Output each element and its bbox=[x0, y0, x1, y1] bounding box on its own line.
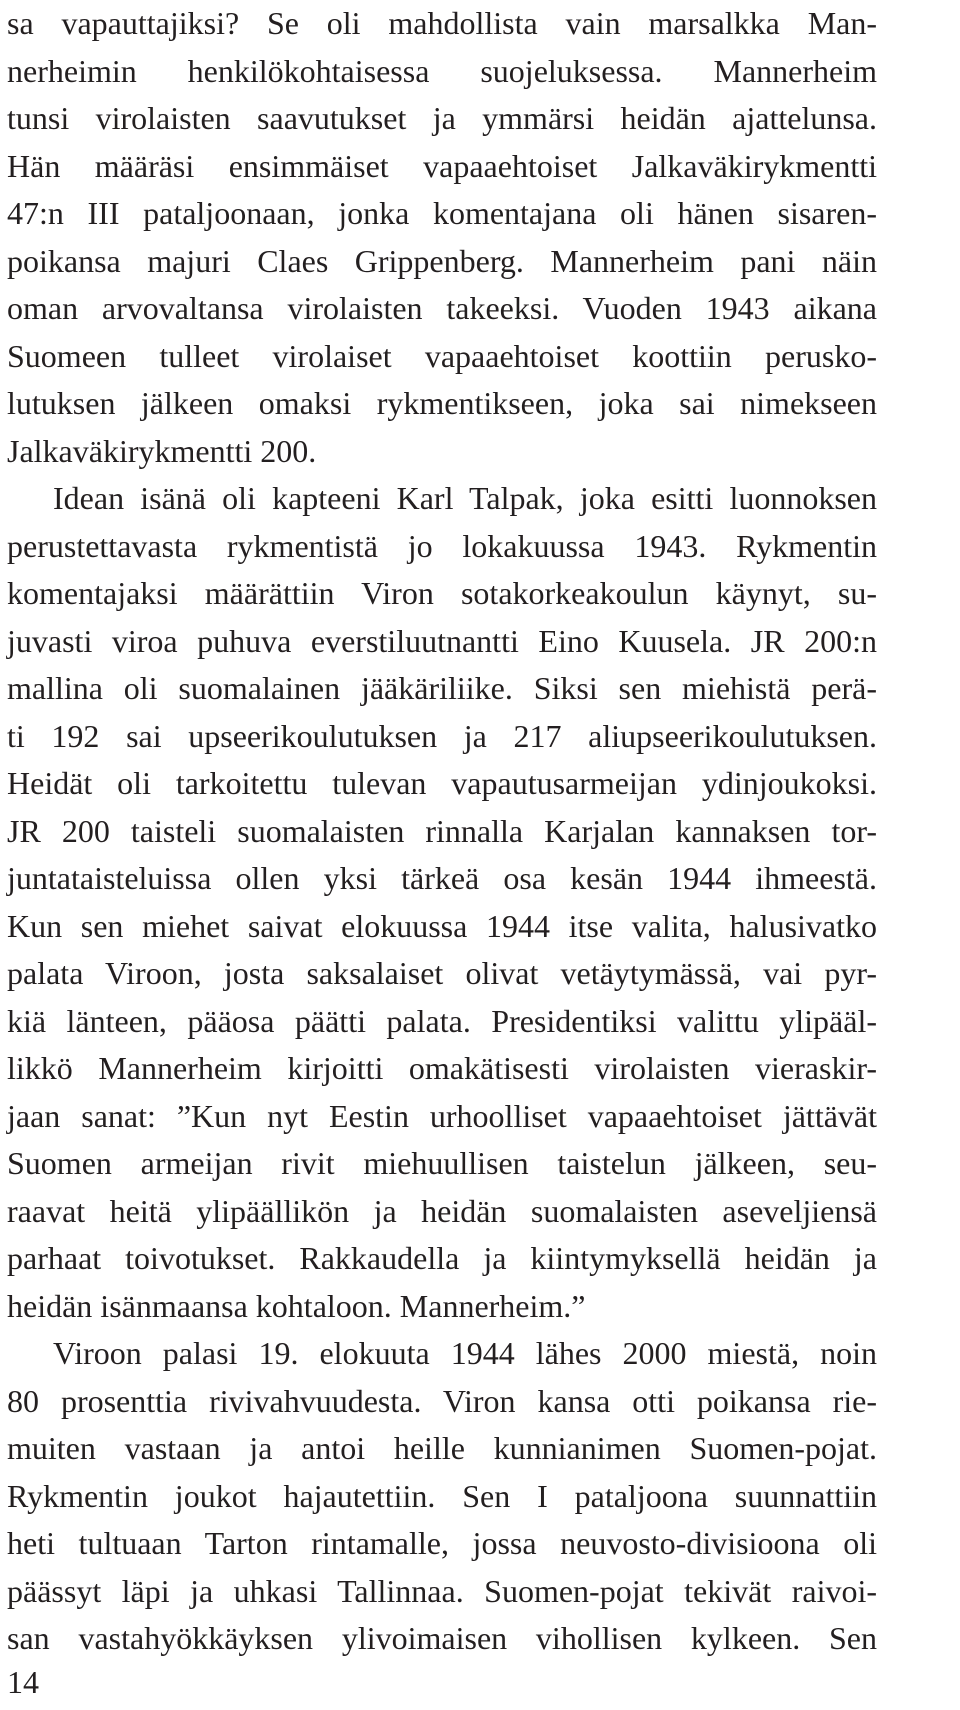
body-text bbox=[7, 0, 877, 1663]
text-line: juntataisteluissa ollen yksi tärkeä osa kesän 1944 ihmeestä. bbox=[7, 860, 877, 896]
text-line: Suomen armeijan rivit miehuullisen taistelun jälkeen, seu- bbox=[7, 1145, 877, 1181]
text-line: nerheimin henkilökohtaisessa suojeluksessa. Mannerheim bbox=[7, 52, 877, 89]
text-line: likkö Mannerheim kirjoitti omakätisesti virolaisten vieraskir- bbox=[7, 1050, 877, 1086]
text-line: jaan sanat: ”Kun nyt Eestin urhoolliset vapaaehtoiset jättävät bbox=[7, 1097, 877, 1134]
text-line: poikansa majuri Claes Grippenberg. Mannerheim pani näin bbox=[7, 242, 877, 279]
text-line: lutuksen jälkeen omaksi rykmentikseen, joka sai nimekseen bbox=[7, 385, 877, 421]
text-line: kiä länteen, pääosa päätti palata. Presidentiksi valittu ylipääl- bbox=[7, 1002, 877, 1039]
text-line: muiten vastaan ja antoi heille kunnianimen Suomen-pojat. bbox=[7, 1430, 877, 1466]
text-line: 80 prosenttia rivivahvuudesta. Viron kansa otti poikansa rie- bbox=[7, 1382, 877, 1419]
text-line: Heidät oli tarkoitettu tulevan vapautusarmeijan ydinjoukoksi. bbox=[7, 765, 877, 801]
text-line: ti 192 sai upseerikoulutuksen ja 217 aliupseerikoulutuksen. bbox=[7, 717, 877, 754]
text-line: palata Viroon, josta saksalaiset olivat vetäytymässä, vai pyr- bbox=[7, 955, 877, 991]
text-line: JR 200 taisteli suomalaisten rinnalla Karjalan kannaksen tor- bbox=[7, 812, 877, 849]
page-number: 14 bbox=[7, 1664, 39, 1700]
text-line: Rykmentin joukot hajautettiin. Sen I pataljoona suunnattiin bbox=[7, 1477, 877, 1514]
text-line: perustettavasta rykmentistä jo lokakuussa 1943. Rykmentin bbox=[7, 527, 877, 564]
text-line: 47:n III pataljoonaan, jonka komentajana oli hänen sisaren- bbox=[7, 195, 877, 231]
text-line: Hän määräsi ensimmäiset vapaaehtoiset Jalkaväkirykmentti bbox=[7, 147, 877, 184]
text-line: parhaat toivotukset. Rakkaudella ja kiintymyksellä heidän ja bbox=[7, 1240, 877, 1276]
text-line: mallina oli suomalainen jääkäriliike. Siksi sen miehistä perä- bbox=[7, 670, 877, 706]
text-line: komentajaksi määrättiin Viron sotakorkeakoulun käynyt, su- bbox=[7, 575, 877, 611]
text-line: raavat heitä ylipäällikön ja heidän suomalaisten aseveljiensä bbox=[7, 1192, 877, 1229]
text-line: Viroon palasi 19. elokuuta 1944 lähes 2000 miestä, noin bbox=[53, 1335, 877, 1371]
text-line: juvasti viroa puhuva everstiluutnantti Eino Kuusela. JR 200:n bbox=[7, 622, 877, 659]
text-line: san vastahyökkäyksen ylivoimaisen vihollisen kylkeen. Sen bbox=[7, 1620, 877, 1656]
text-line: tunsi virolaisten saavutukset ja ymmärsi heidän ajattelunsa. bbox=[7, 100, 877, 136]
text-line: Suomeen tulleet virolaiset vapaaehtoiset koottiin perusko- bbox=[7, 337, 877, 374]
text-line: Kun sen miehet saivat elokuussa 1944 itse valita, halusivatko bbox=[7, 907, 877, 944]
text-line: Jalkaväkirykmentti 200. bbox=[7, 432, 317, 469]
text-line: sa vapauttajiksi? Se oli mahdollista vain marsalkka Man- bbox=[7, 5, 877, 41]
text-line: oman arvovaltansa virolaisten takeeksi. Vuoden 1943 aikana bbox=[7, 290, 877, 326]
text-line: Idean isänä oli kapteeni Karl Talpak, joka esitti luonnoksen bbox=[53, 480, 877, 516]
text-line: päässyt läpi ja uhkasi Tallinnaa. Suomen-pojat tekivät raivoi- bbox=[7, 1572, 877, 1609]
text-line: heidän isänmaansa kohtaloon. Mannerheim.” bbox=[7, 1287, 586, 1324]
text-line: heti tultuaan Tarton rintamalle, jossa neuvosto-divisioona oli bbox=[7, 1525, 877, 1561]
